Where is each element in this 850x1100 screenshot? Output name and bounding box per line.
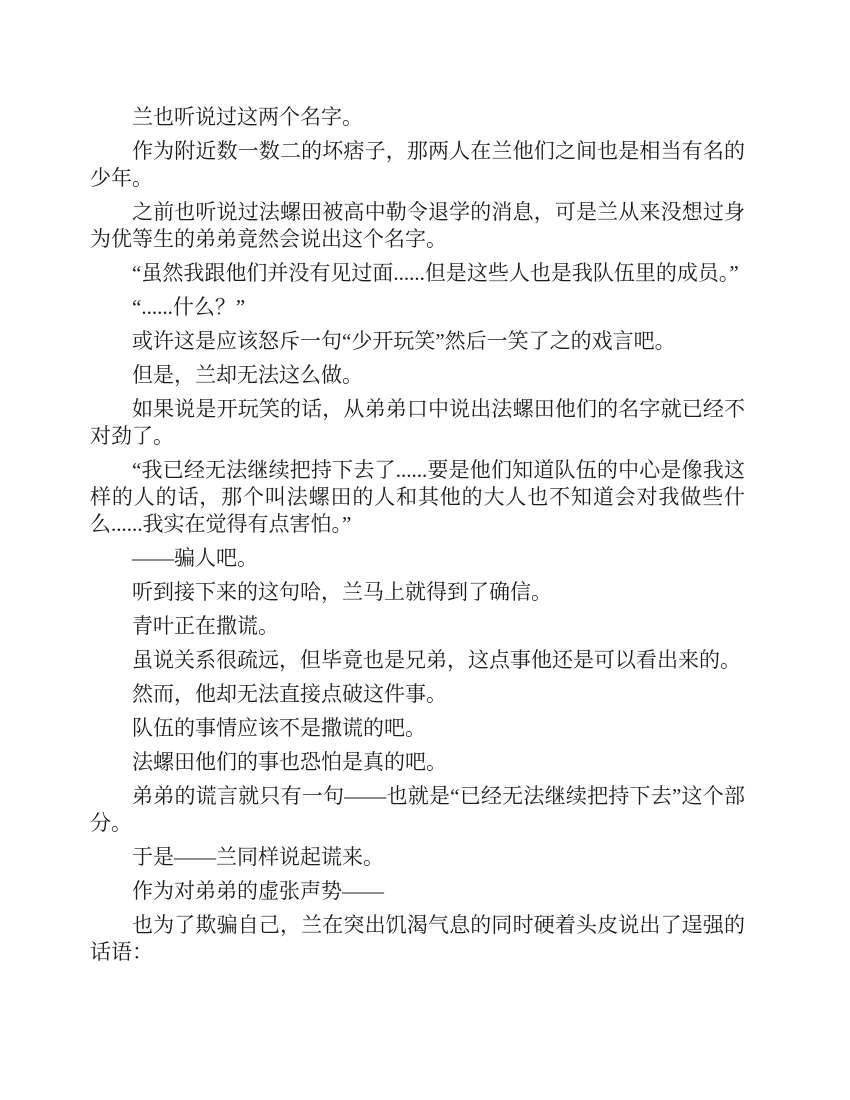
paragraph: 于是——兰同样说起谎来。 [132, 845, 384, 869]
paragraph: 但是，兰却无法这么做。 [132, 363, 363, 387]
paragraph: 也为了欺骗自己，兰在突出饥渴气息的同时硬着头皮说出了逞强的话语： [90, 913, 745, 964]
paragraph: 虽说关系很疏远，但毕竟也是兄弟，这点事他还是可以看出来的。 [132, 648, 741, 672]
text-column [90, 104, 745, 973]
paragraph: 弟弟的谎言就只有一句——也就是“已经无法继续把持下去”这个部分。 [90, 784, 745, 835]
paragraph: 作为附近数一数二的坏痞子，那两人在兰他们之间也是相当有名的少年。 [90, 139, 745, 190]
paragraph: “......什么？” [132, 295, 246, 319]
paragraph: ——骗人吧。 [132, 546, 258, 570]
paragraph: 队伍的事情应该不是撒谎的吧。 [132, 716, 426, 740]
paragraph: 兰也听说过这两个名字。 [132, 105, 363, 129]
paragraph: “我已经无法继续把持下去了......要是他们知道队伍的中心是像我这样的人的话，那个叫法螺田的人和其他的大人也不知道会对我做些什么......我实在觉得有点害怕。” [90, 458, 745, 536]
paragraph: 或许这是应该怒斥一句“少开玩笑”然后一笑了之的戏言吧。 [132, 329, 676, 353]
paragraph: 听到接下来的这句哈，兰马上就得到了确信。 [132, 580, 552, 604]
paragraph: 然而，他却无法直接点破这件事。 [132, 682, 447, 706]
paragraph: 之前也听说过法螺田被高中勒令退学的消息，可是兰从来没想过身为优等生的弟弟竟然会说出这个名字。 [90, 200, 745, 251]
paragraph: 如果说是开玩笑的话，从弟弟口中说出法螺田他们的名字就已经不对劲了。 [90, 397, 745, 448]
paragraph: 法螺田他们的事也恐怕是真的吧。 [132, 750, 447, 774]
paragraph: 作为对弟弟的虚张声势—— [132, 879, 384, 903]
paragraph: “虽然我跟他们并没有见过面......但是这些人也是我队伍里的成员。” [132, 261, 739, 285]
paragraph: 青叶正在撒谎。 [132, 614, 279, 638]
